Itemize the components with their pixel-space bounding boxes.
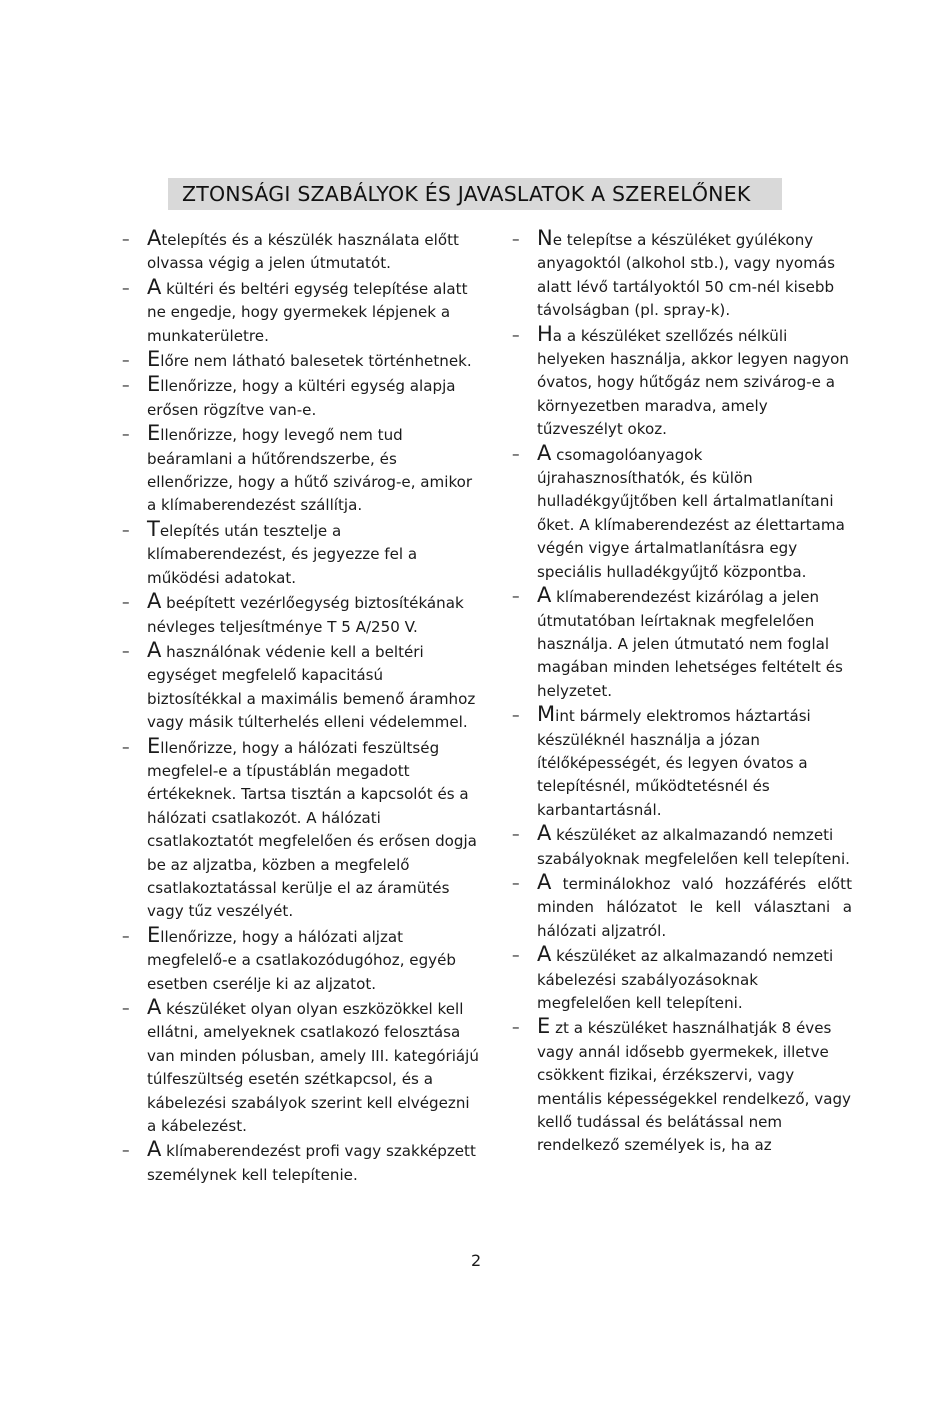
list-item	[512, 585, 852, 703]
initial-letter: A	[147, 1137, 162, 1162]
bullet-dash: –	[512, 873, 520, 892]
bullet-dash: –	[122, 999, 130, 1017]
list-item	[122, 228, 482, 276]
list-item	[122, 274, 482, 348]
item-text: készüléket az alkalmazandó nemzeti kábelezési szabályozásoknak megfelelően kell telepíteni.	[537, 947, 834, 1012]
item-text: telepítés és a készülék használata előtt olvassa végig a jelen útmutatót.	[147, 231, 459, 273]
list-item	[512, 1016, 852, 1157]
initial-letter: E	[537, 1014, 551, 1039]
right-column	[512, 228, 852, 1159]
initial-letter: A	[537, 942, 552, 967]
item-text: llenőrizze, hogy a hálózati aljzat megfelelő-e a csatlakozódugóhoz, egyéb esetben cserélje ki az aljzatot.	[147, 927, 456, 993]
item-text: zt a készüléket használhatják 8 éves vagy annál idősebb gyermekek, illetve csökkent fizikai, érzékszervi, vagy mentális képességekkel rendelkező, vagy kellő tudással és belátással nem rendelkező személyek is, ha az	[537, 1019, 851, 1155]
bullet-dash: –	[122, 1141, 130, 1160]
bullet-dash: –	[122, 278, 130, 297]
list-item	[512, 869, 852, 943]
item-text: llenőrizze, hogy levegő nem tud beáramlani a hűtőrendszerbe, és ellenőrizze, hogy a hűtő szivárog-e, amikor a klímaberendezést szállítja.	[147, 426, 473, 515]
initial-letter: A	[147, 589, 162, 614]
item-text: elepítés után tesztelje a klímaberendezést, és jegyezze fel a működési adatokat.	[147, 521, 418, 587]
initial-letter: E	[147, 922, 161, 947]
item-text: llenőrizze, hogy a kültéri egység alapja erősen rögzítve van-e.	[147, 377, 456, 419]
initial-letter: A	[537, 869, 552, 894]
item-text: használónak védenie kell a beltéri egységet megfelelő kapacitású biztosítékkal a maximális bemenő áramhoz vagy másik túlterhelés elleni védelemmel.	[147, 642, 476, 732]
page-number: 2	[471, 1251, 482, 1270]
initial-letter: E	[147, 347, 161, 372]
initial-letter: E	[147, 733, 161, 758]
bullet-dash: –	[512, 706, 520, 725]
initial-letter: A	[537, 821, 552, 846]
section-title: ZTONSÁGI SZABÁLYOK ÉS JAVASLATOK A SZERELŐNEK	[182, 182, 751, 206]
item-text: kültéri és beltéri egység telepítése alatt ne engedje, hogy gyermekek lépjenek a munkaterületre.	[147, 279, 468, 345]
item-text: e telepítse a készüléket gyúlékony anyagoktól (alkohol stb.), vagy nyomás alatt lévő tartályoktól 50 cm-nél kisebb távolságban (pl. spray-k).	[537, 231, 835, 320]
bullet-dash: –	[512, 587, 520, 606]
bullet-dash: –	[512, 325, 520, 344]
item-text: készüléket az alkalmazandó nemzeti szabályoknak megfelelően kell telepíteni.	[537, 826, 850, 868]
list-item	[122, 349, 482, 373]
list-item	[122, 1139, 482, 1187]
list-item	[512, 228, 852, 323]
bullet-dash: –	[512, 825, 520, 844]
bullet-dash: –	[122, 351, 130, 370]
list-item	[512, 440, 852, 584]
initial-letter: H	[537, 321, 553, 346]
bullet-dash: –	[122, 737, 130, 756]
bullet-dash: –	[122, 926, 130, 945]
bullet-dash: –	[512, 1018, 520, 1037]
list-item	[122, 591, 482, 639]
item-text: a a készüléket szellőzés nélküli helyeken használja, akkor legyen nagyon óvatos, hogy hűtőgáz nem szivárog-e a környezetben maradva, amely tűzveszélyt okoz.	[537, 326, 849, 439]
bullet-dash: –	[122, 520, 130, 539]
list-item	[122, 374, 482, 422]
list-item	[122, 516, 482, 590]
section-title-bar	[168, 178, 782, 210]
list-item	[122, 922, 482, 996]
initial-letter: M	[537, 702, 556, 727]
list-item	[512, 944, 852, 1015]
bullet-dash: –	[512, 946, 520, 965]
initial-letter: A	[537, 440, 552, 465]
bullet-dash: –	[122, 230, 130, 248]
item-text: lőre nem látható balesetek történhetnek.	[160, 352, 472, 371]
right-bullet-list	[512, 228, 852, 1158]
bullet-dash: –	[122, 593, 130, 612]
item-text: készüléket olyan olyan eszközökkel kell ellátni, amelyeknek csatlakozó felosztása van minden pólusban, amely III. kategóriájú túlfeszültség esetén szétkapcsol, és a kábelezési szabályok szerint kell elvégezni a kábelezést.	[147, 1000, 479, 1136]
list-item	[512, 823, 852, 871]
initial-letter: A	[537, 583, 552, 608]
bullet-dash: –	[122, 376, 130, 395]
item-text: klímaberendezést profi vagy szakképzett személynek kell telepítenie.	[147, 1142, 476, 1184]
initial-letter: N	[537, 226, 553, 250]
item-text: int bármely elektromos háztartási készüléknél használja a józan ítélőképességét, és legyen óvatos a telepítésnél, működtetésnél és karbantartásnál.	[537, 707, 811, 819]
initial-letter: A	[147, 226, 162, 250]
left-bullet-list	[122, 228, 482, 1187]
bullet-dash: –	[122, 425, 130, 444]
bullet-dash: –	[512, 444, 520, 463]
list-item	[122, 423, 482, 518]
list-item	[512, 704, 852, 822]
initial-letter: E	[147, 372, 161, 397]
initial-letter: T	[147, 516, 160, 541]
list-item	[122, 637, 482, 735]
initial-letter: E	[147, 421, 161, 446]
initial-letter: A	[147, 637, 162, 662]
item-text: csomagolóanyagok újrahasznosíthatók, és külön hulladékgyűjtőben kell ártalmatlanítani őket. A klímaberendezést az élettartama végén vigye ártalmatlanításra egy speciális hulladékgyűjtő központba.	[537, 445, 845, 581]
list-item	[122, 733, 482, 924]
item-text: terminálokhoz való hozzáférés előtt minden hálózatot le kell választani a hálózati aljzatról.	[537, 874, 852, 940]
list-item	[122, 997, 482, 1138]
item-text: beépített vezérlőegység biztosítékának névleges teljesítménye T 5 A/250 V.	[147, 594, 464, 636]
initial-letter: A	[147, 995, 162, 1019]
initial-letter: A	[147, 274, 162, 299]
bullet-dash: –	[512, 230, 520, 248]
bullet-dash: –	[122, 641, 130, 660]
left-column	[122, 228, 482, 1188]
list-item	[512, 321, 852, 442]
item-text: llenőrizze, hogy a hálózati feszültség megfelel-e a típustáblán megadott értékeknek. Tartsa tisztán a kapcsolót és a hálózati csatlakozót. A hálózati csatlakoztatót megfelelően és erősen dogja be az aljzatba, közben a megfelelő csatlakoztatással kerülje el az áramütés vagy tűz veszélyét.	[147, 738, 477, 921]
item-text: klímaberendezést kizárólag a jelen útmutatóban leírtaknak megfelelően használja. A jelen útmutató nem foglal magában minden lehetséges feltételt és helyzetet.	[537, 588, 843, 700]
